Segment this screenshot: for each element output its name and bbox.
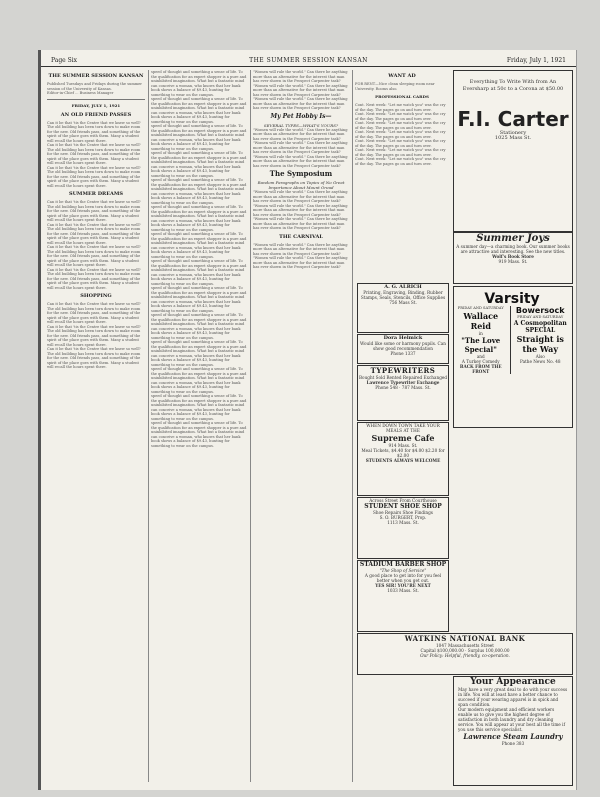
cafe-name: Supreme Cafe: [371, 433, 435, 443]
col2-body-12: speed of thought and something a sense of life. To the qualification for an expert shopper is a pure and uninhibited imagination. What but a fantastic mind can conceive a woman, who knows that her bank book shows a balance of $9.43, hunting for something to wear on the campus.: [151, 367, 247, 394]
varsity-in: in: [478, 331, 483, 336]
typewriters-phone: Phone 548: [375, 385, 398, 390]
shoe-addr: 1113 Mass. St.: [387, 520, 419, 525]
article-body-9: Can it be that 'tis the Centre that we knew so well? The old building has been torn down to make room for the new. Old friends pass, and something of the spirit of the place goes with them. Many a student will recall the hours spent there.: [47, 324, 141, 347]
staff-list: Editor-in-Chief ... Business Manager: [47, 91, 114, 95]
headline-carnival: THE CARNIVAL: [279, 233, 323, 240]
col2-body-5: speed of thought and something a sense of life. To the qualification for an expert shopper is a pure and uninhibited imagination. What but a fantastic mind can conceive a woman, who knows that her bank book shows a balance of $9.43, hunting for something to wear on the campus.: [151, 178, 247, 205]
masthead: [41, 54, 576, 67]
col2-body-14: speed of thought and something a sense of life. To the qualification for an expert shopper is a pure and uninhibited imagination. What but a fantastic mind can conceive a woman, who knows that her bank book shows a balance of $9.43, hunting for something to wear on the campus.: [151, 421, 247, 448]
col2-body-2: speed of thought and something a sense of life. To the qualification for an expert shopper is a pure and uninhibited imagination. What but a fantastic mind can conceive a woman, who knows that her bank book shows a balance of $9.43, hunting for something to wear on the campus.: [151, 97, 247, 124]
shoe-owner: S. O. BURGERT, Prop.: [379, 515, 427, 520]
col2-body-13: speed of thought and something a sense of life. To the qualification for an expert shopper is a pure and uninhibited imagination. What but a fantastic mind can conceive a woman, who knows that her bank book shows a balance of $9.43, hunting for something to wear on the campus.: [151, 394, 247, 421]
col3-body-3: "Women will rule the world." Can there be anything more than an alternative for the interest that man has ever shown in the Prospect Carpenter task?: [253, 97, 348, 110]
col2-body-7: speed of thought and something a sense of life. To the qualification for an expert shopper is a pure and uninhibited imagination. What but a fantastic mind can conceive a woman, who knows that her bank book shows a balance of $9.43, hunting for something to wear on the campus.: [151, 232, 247, 259]
bank-policy: Our Policy: Helpful, friendly, co-operation.: [420, 653, 510, 658]
laundry-phone: Phone 383: [501, 741, 525, 746]
appearance-body-1: May have a very great deal to do with your success in life. You will at least have a better chance to succeed if your wearing apparel is in spick and span condition.: [458, 687, 568, 707]
bank-capital-label: Capital: [420, 648, 436, 653]
col4-body-2: Cont. Next week: "Let me watch you" was the cry of the day. The pages go on and turn over.: [355, 112, 446, 121]
carter-sub: Stationery: [499, 130, 527, 136]
shoe-name: STUDENT SHOE SHOP: [364, 503, 442, 510]
varsity-back: BACK FROM THE FRONT: [459, 364, 502, 374]
newspaper-page: [38, 50, 576, 790]
laundry-name: Lawrence Steam Laundry: [463, 732, 563, 741]
bank-addr: 1047 Massachusetts Street: [436, 643, 494, 648]
column-3: [253, 70, 349, 782]
bank-title: WATKINS NATIONAL BANK: [404, 634, 526, 643]
joys-addr: 919 Mass. St.: [498, 259, 528, 264]
paper-title: THE SUMMER SESSION KANSAN: [249, 57, 368, 64]
cafe-addr: 914 Mass. St.: [388, 443, 418, 448]
bank-surplus: 100,000.00: [485, 648, 510, 653]
headline-shopping: SHOPPING: [80, 293, 112, 299]
alrich-body: Printing, Engraving, Binding, Rubber Stamps, Seals, Stencils, Office Supplies: [360, 290, 446, 300]
article-body-7: Can it be that 'tis the Centre that we knew so well? The old building has been torn down to make room for the new. Old friends pass, and something of the spirit of the place goes with them. Many a student will recall the hours spent there.: [47, 267, 141, 290]
barber-name: STADIUM BARBER SHOP: [359, 561, 447, 568]
col4-body-7: Cont. Next week: "Let me watch you" was the cry of the day. The pages go on and turn over.: [355, 157, 446, 166]
bowersock-also: Also: [535, 354, 545, 359]
col2-body-9: speed of thought and something a sense of life. To the qualification for an expert shopper is a pure and uninhibited imagination. What but a fantastic mind can conceive a woman, who knows that her bank book shows a balance of $9.43, hunting for something to wear on the campus.: [151, 286, 247, 313]
joys-store: Wolf's Book Store: [492, 254, 534, 259]
col3-body-6: "Women will rule the world." Can there be anything more than an alternative for the interest that man has ever shown in the Prospect Carpenter task?: [253, 154, 348, 168]
col3-body-7: "Women will rule the world." Can there be anything more than an alternative for the interest that man has ever shown in the Prospect Carpenter task?: [253, 190, 348, 203]
col3-body-9: "Women will rule the world." Can there be anything more than an alternative for the interest that man has ever shown in the Prospect Carpenter task?: [253, 217, 348, 230]
col3-body: "Women will rule the world." Can there be anything more than an alternative for the interest that man has ever shown in the Prospect Carpenter task?: [253, 70, 348, 83]
varsity-and: and: [476, 354, 485, 359]
alrich-addr: 756 Mass St.: [389, 300, 417, 305]
headline-pet-hobby: My Pet Hobby Is—: [270, 112, 332, 120]
article-body-2: Can it be that 'tis the Centre that we knew so well? The old building has been torn down to make room for the new. Old friends pass, and something of the spirit of the place goes with them. Many a student will recall the hours spent there.: [47, 143, 141, 165]
typewriters-addr: 787 Mass. St.: [401, 385, 431, 390]
article-body-3: Can it be that 'tis the Centre that we knew so well? The old building has been torn down to make room for the new. Old friends pass, and something of the spirit of the place goes with them. Many a student will recall the hours spent there.: [47, 165, 141, 188]
helmick-phone: Phone 1337: [390, 351, 416, 356]
joys-title: Summer Joys: [476, 233, 550, 244]
barber-addr: 1033 Mass. St.: [387, 588, 419, 593]
barber-ad: [357, 560, 449, 632]
col3-body-8: "Women will rule the world." Can there be anything more than an alternative for the interest that man has ever shown in the Prospect Carpenter task?: [253, 203, 348, 217]
article-body-6: Can it be that 'tis the Centre that we knew so well? The old building has been torn down to make room for the new. Old friends pass, and something of the spirit of the place goes with them. Many a student will recall the hours spent there.: [47, 245, 141, 267]
joys-body: A summer day—a charming book. Our summer books are attractive and interesting. See the new titles.: [456, 244, 570, 254]
bank-surplus-label: Surplus: [467, 648, 485, 653]
issue-date: Friday, July 1, 1921: [506, 57, 566, 64]
shoe-svc: Shoe Repairs Shoe Findings: [373, 510, 433, 515]
cafe-intro: WHEN DOWN TOWN TAKE YOUR MEALS AT THE: [366, 423, 440, 433]
col2-body-3: speed of thought and something a sense of life. To the qualification for an expert shopper is a pure and uninhibited imagination. What but a fantastic mind can conceive a woman, who knows that her bank book shows a balance of $9.43, hunting for something to wear on the campus.: [151, 124, 247, 151]
varsity-title: Varsity: [484, 291, 540, 307]
varsity-film: "The Love Special": [461, 336, 501, 354]
article-body-4: Can it be that 'tis the Centre that we knew so well? The old building has been torn down to make room for the new. Old friends pass, and something of the spirit of the place goes with them. Many a student will recall the hours spent there.: [47, 200, 141, 222]
col4-body-3: Cont. Next week: "Let me watch you" was the cry of the day. The pages go on and turn over.: [355, 121, 446, 130]
article-body-10: Can it be that 'tis the Centre that we knew so well? The old building has been torn down to make room for the new. Old friends pass, and something of the spirit of the place goes with them. Many a student will recall the hours spent there.: [47, 347, 141, 369]
col2-body-4: speed of thought and something a sense of life. To the qualification for an expert shopper is a pure and uninhibited imagination. What but a fantastic mind can conceive a woman, who knows that her bank book shows a balance of $9.43, hunting for something to wear on the campus.: [151, 151, 247, 178]
cafe-meal: Meal Tickets, $4.40 for $4.00 $2.20 for $2.00: [361, 448, 445, 458]
supreme-cafe-ad: [357, 422, 449, 496]
cafe-welcome: STUDENTS ALWAYS WELCOME: [365, 458, 441, 463]
col2-body-6: speed of thought and something a sense of life. To the qualification for an expert shopper is a pure and uninhibited imagination. What but a fantastic mind can conceive a woman, who knows that her bank book shows a balance of $9.43, hunting for something to wear on the campus.: [151, 205, 247, 232]
col4-body-5: Cont. Next week: "Let me watch you" was the cry of the day. The pages go on and turn over.: [355, 139, 446, 148]
col2-body-10: speed of thought and something a sense of life. To the qualification for an expert shopper is a pure and uninhibited imagination. What but a fantastic mind can conceive a woman, who knows that her bank book shows a balance of $9.43, hunting for something to wear on the campus.: [151, 313, 247, 340]
article-body: Can it be that 'tis the Centre that we knew so well? The old building has been torn down to make room for the new. Old friends pass, and something of the spirit of the place goes with them. Many a student will recall the hours spent there.: [47, 120, 141, 143]
alrich-ad: [357, 283, 449, 333]
col3-body-2: "Women will rule the world." Can there be anything more than an alternative for the interest that man has ever shown in the Prospect Carpenter task?: [253, 83, 348, 97]
col3-body-4: "Women will rule the world." Can there be anything more than an alternative for the interest that man has ever shown in the Prospect Carpenter task?: [253, 127, 348, 141]
typewriters-list: Bought Sold Rented Repaired Exchanged: [358, 375, 448, 380]
bank-ad: WATKINS NATIONAL BANK 1047 Massachusetts Street Capital $100,000.00 · Surplus 100,000.00 Our Policy: Helpful, friendly, co-operation.: [357, 633, 573, 675]
want-ad-title: WANT AD: [388, 73, 416, 79]
headline-summer-dreams: SUMMER DREAMS: [68, 191, 124, 197]
col4-body-6: Cont. Next week: "Let me watch you" was the cry of the day. The pages go on and turn over.: [355, 148, 446, 157]
alrich-name: A. G. ALRICH: [384, 284, 422, 290]
want-ad-body: FOR RENT—Nice clean sleeping room near University. Rooms also.: [355, 82, 435, 91]
laundry-ad: [453, 676, 573, 786]
subhead-symposium: Random Paragraphs on Topics of No Great Importance About Mount Oread: [257, 180, 345, 190]
column-2: [151, 70, 247, 782]
bowersock-days: FRIDAY AND SATURDAY: [517, 315, 564, 319]
col4-body: Cont. Next week: "Let me watch you" was the cry of the day. The pages go on and turn over.: [355, 103, 446, 112]
bowersock-film2: Straight is the Way: [516, 334, 564, 354]
col4-body-4: Cont. Next week: "Let me watch you" was the cry of the day. The pages go on and turn over.: [355, 130, 446, 139]
col2-body-8: speed of thought and something a sense of life. To the qualification for an expert shopper is a pure and uninhibited imagination. What but a fantastic mind can conceive a woman, who knows that her bank book shows a balance of $9.43, hunting for something to wear on the campus.: [151, 259, 247, 286]
bowersock-title: Bowersock: [515, 306, 565, 315]
bank-capital: $100,000.00: [437, 648, 464, 653]
shoe-across: Across Street From Courthouse: [369, 498, 437, 503]
editorial-title: THE SUMMER SESSION KANSAN: [48, 73, 144, 79]
headline-old-friend: AN OLD FRIEND PASSES: [60, 111, 132, 118]
column-editorial: [47, 70, 145, 782]
headline-symposium: The Symposium: [269, 169, 333, 178]
helmick-ad: [357, 334, 449, 364]
typewriters-store: Lawrence Typewriter Exchange: [366, 380, 440, 385]
subhead-pet-hobby: SEVERAL TYPES—WHAT'S YOURS?: [263, 122, 339, 128]
carter-addr: 1025 Mass St.: [494, 135, 532, 141]
bowersock-news: Pathe News No. 48: [519, 359, 561, 364]
theater-content: [452, 306, 570, 374]
helmick-body: Would like some or harmony pupils. Can show good recommendation: [360, 341, 446, 351]
wolfs-ad: [453, 232, 573, 284]
typewriters-ad: TYPEWRITERS Bought Sold Rented Repaired Exchanged Lawrence Typewriter Exchange Phone 548 · 787 Mass. St.: [357, 365, 449, 421]
varsity-comedy: A Turkey Comedy: [461, 359, 500, 364]
col2-body: speed of thought and something a sense of life. To the qualification for an expert shopper is a pure and uninhibited imagination. What but a fantastic mind can conceive a woman, who knows that her bank book shows a balance of $9.43, hunting for something to wear on the campus.: [151, 70, 247, 97]
article-body-5: Can it be that 'tis the Centre that we knew so well? The old building has been torn down to make room for the new. Old friends pass, and something of the spirit of the place goes with them. Many a student will recall the hours spent there.: [47, 222, 141, 245]
carter-head: Everything To Write With from An Eversharp at 50c to a Corona at $50.00: [462, 79, 564, 92]
page-number: Page Six: [51, 57, 78, 64]
col2-body-11: speed of thought and something a sense of life. To the qualification for an expert shopper is a pure and uninhibited imagination. What but a fantastic mind can conceive a woman, who knows that her bank book shows a balance of $9.43, hunting for something to wear on the campus.: [151, 340, 247, 367]
carter-ad: [453, 70, 573, 232]
professional-cards-title: PROFESSIONAL CARDS: [375, 94, 429, 99]
bowersock-film1: A Cosmopolitan SPECIAL: [513, 320, 567, 334]
varsity-days: FRIDAY AND SATURDAY: [457, 306, 504, 310]
col3-body-5: "Women will rule the world." Can there be anything more than an alternative for the interest that man has ever shown in the Prospect Carpenter task?: [253, 141, 348, 154]
article-body-8: Can it be that 'tis the Centre that we knew so well? The old building has been torn down to make room for the new. Old friends pass, and something of the spirit of the place goes with them. Many a student will recall the hours spent there.: [47, 302, 141, 324]
publication-note: Published Tuesdays and Fridays during the summer session of the University of Kansas.: [47, 82, 143, 91]
editorial-date: FRIDAY, JULY 1, 1921: [71, 102, 121, 108]
appearance-body-2: Our modern equipment and efficient workers enable us to give you the highest degree of satisfaction in both laundry and dry cleaning service. You will appear at your best all the time if you use this service specialist.: [458, 707, 566, 732]
helmick-name: Dora Helmick: [383, 335, 423, 341]
barber-yes: YES SIR! YOU'RE NEXT: [375, 583, 431, 588]
barber-sub: "The Shop of Service": [379, 568, 427, 573]
carter-name: F.I. Carter: [457, 107, 569, 131]
appearance-title: Your Appearance: [470, 677, 556, 687]
varsity-star: Wallace Reid: [463, 311, 499, 331]
col3-body-11: "Women will rule the world." Can there be anything more than an alternative for the interest that man has ever shown in the Prospect Carpenter task?: [253, 256, 348, 269]
barber-body: A good place to get into for you feel better when you get out.: [364, 573, 442, 583]
shoe-shop-ad: [357, 497, 449, 559]
col3-body-10: "Women will rule the world." Can there be anything more than an alternative for the interest that man has ever shown in the Prospect Carpenter task?: [253, 242, 348, 256]
typewriters-title: TYPEWRITERS: [370, 366, 436, 375]
